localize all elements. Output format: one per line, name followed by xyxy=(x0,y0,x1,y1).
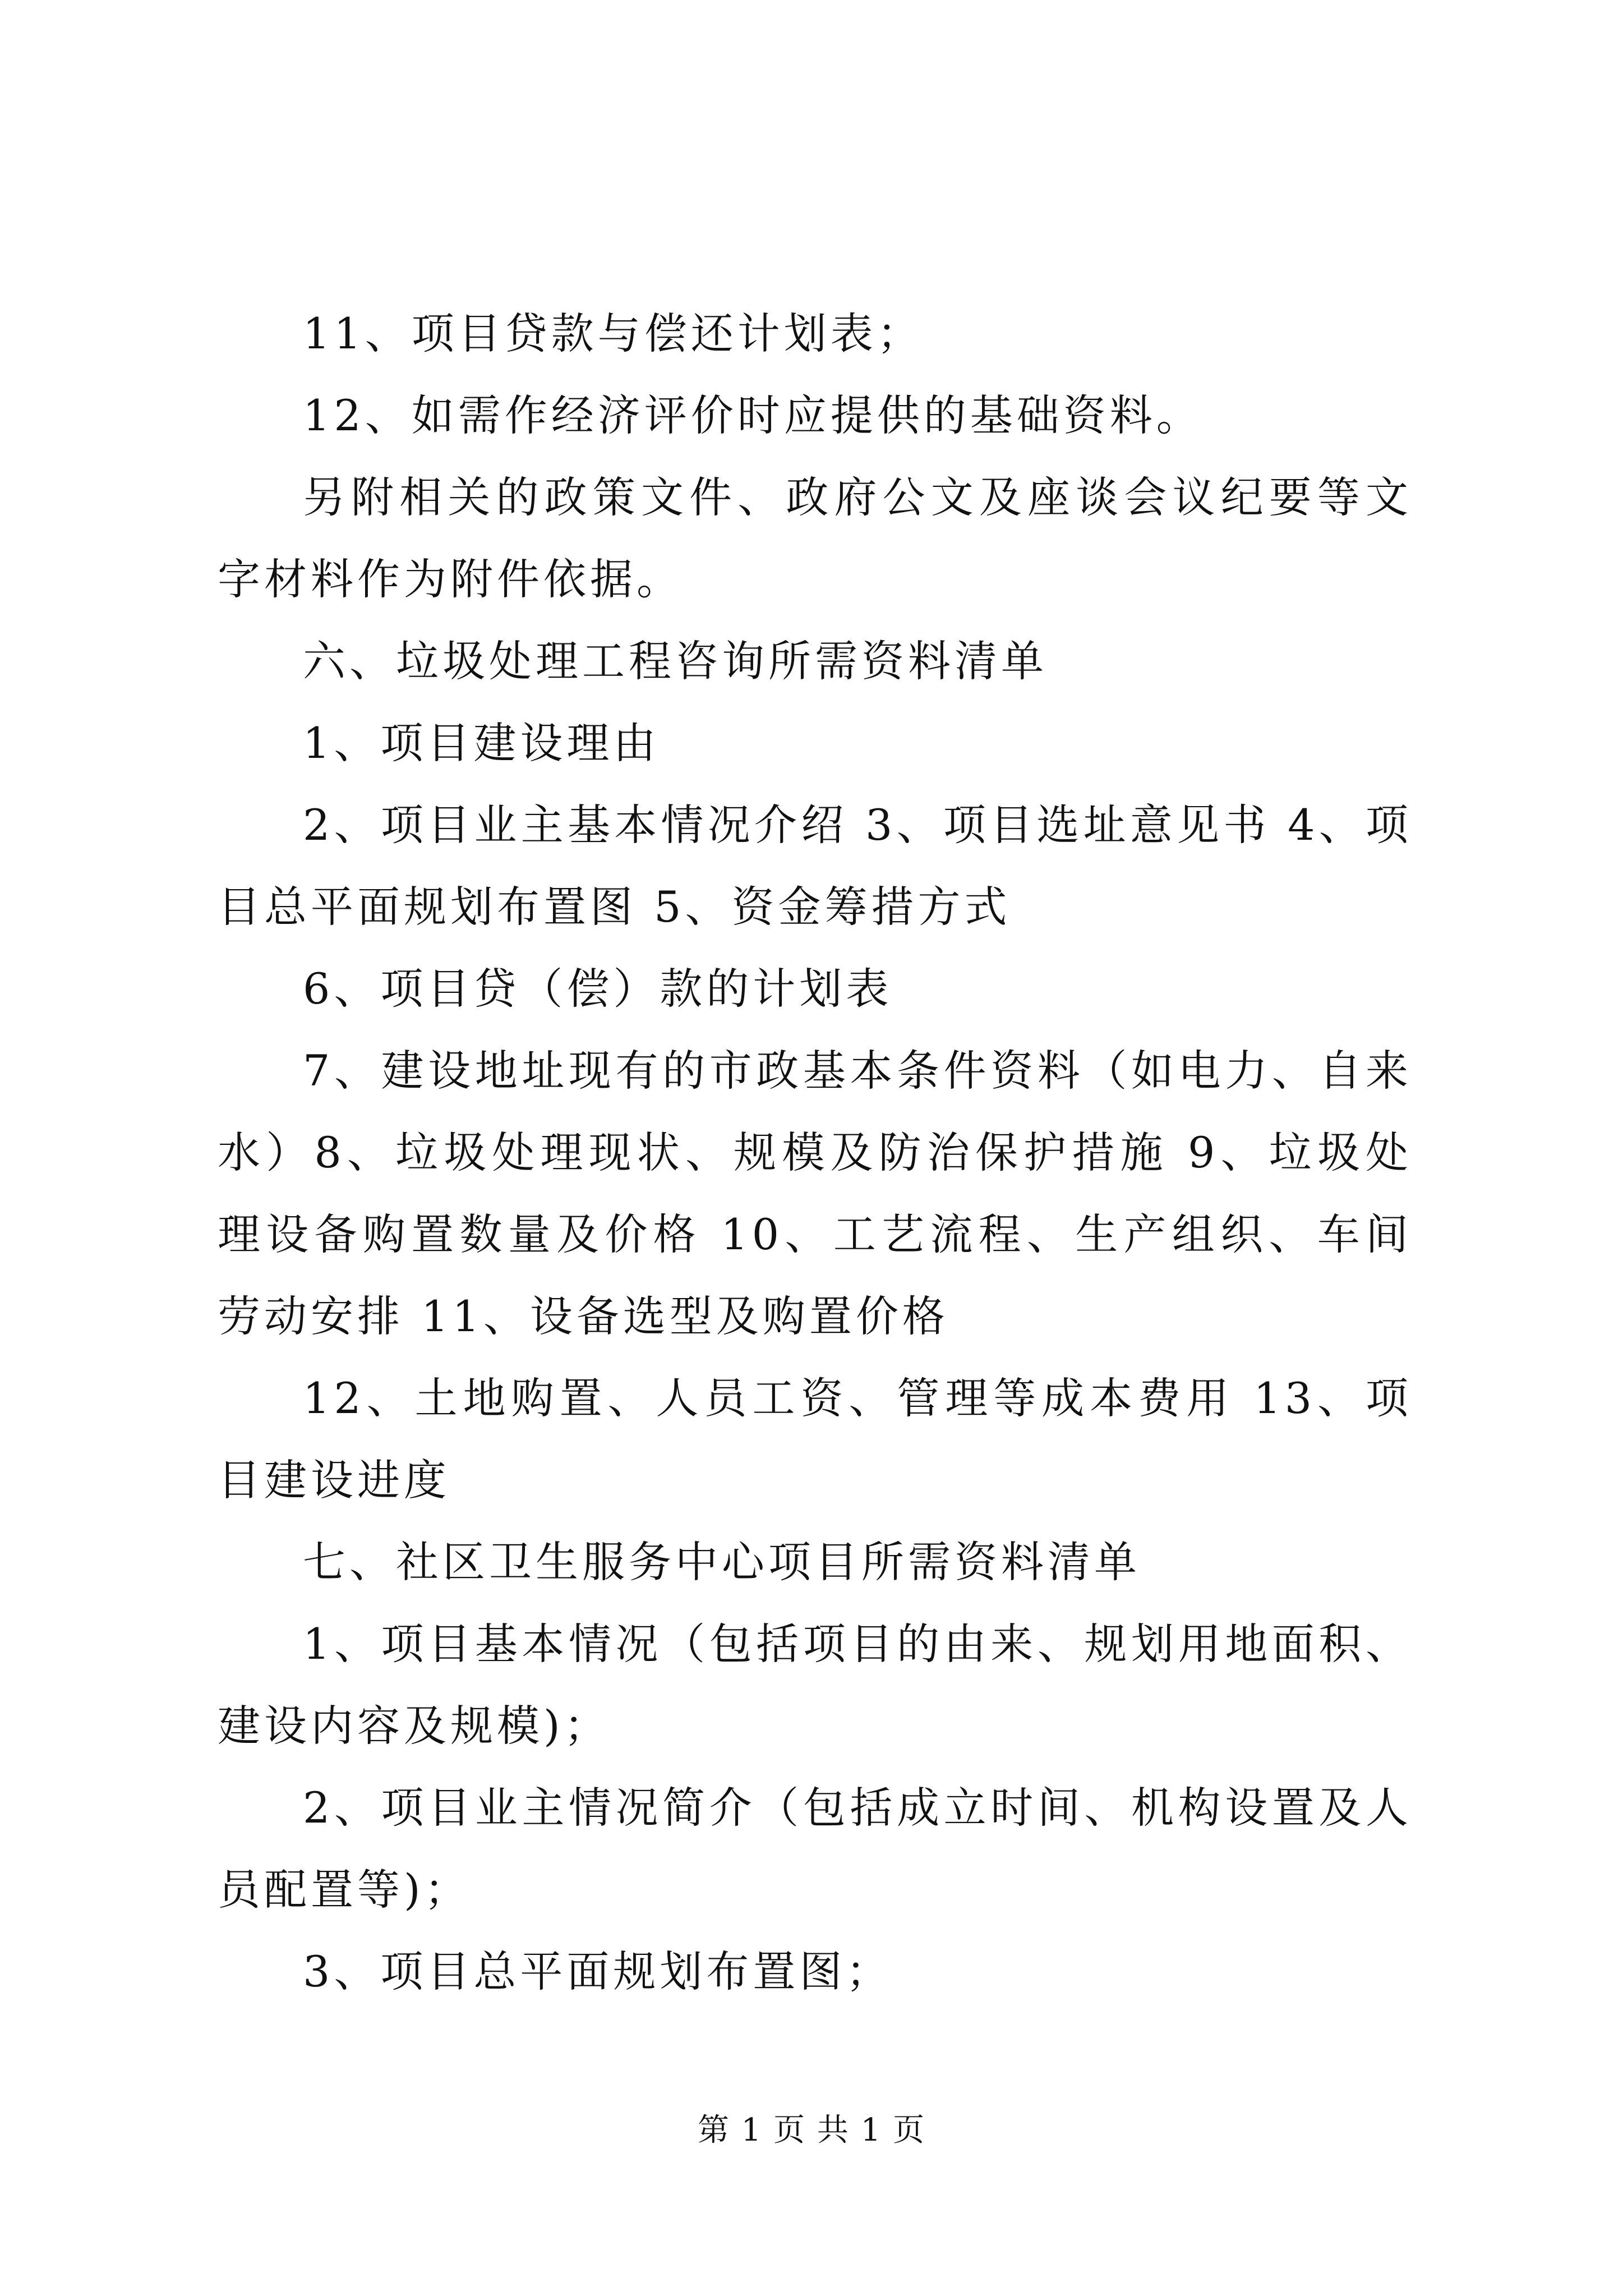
paragraph-item-site-plan: 3、项目总平面规划布置图； xyxy=(303,1947,893,1996)
paragraph-item-6-loan-schedule: 6、项目贷（偿）款的计划表 xyxy=(303,964,893,1014)
paragraph-item-construction-reason: 1、项目建设理由 xyxy=(303,718,660,768)
paragraph-item-11-loan-plan: 11、项目贷款与偿还计划表； xyxy=(303,309,924,358)
section-heading-garbage-treatment: 六、垃圾处理工程咨询所需资料清单 xyxy=(303,636,1048,686)
paragraph-item-12-economic-evaluation: 12、如需作经济评价时应提供的基础资料。 xyxy=(303,390,1203,440)
section-heading-community-health: 七、社区卫生服务中心项目所需资料清单 xyxy=(303,1537,1141,1587)
document-body xyxy=(218,293,1412,2013)
page-number-footer: 第 1 页 共 1 页 xyxy=(697,2112,926,2148)
paragraph-attachments-note: 另附相关的政策文件、政府公文及座谈会议纪要等文字材料作为附件依据。 xyxy=(218,472,1412,604)
paragraph-items-2-to-5: 2、项目业主基本情况介绍 3、项目选址意见书 4、项目总平面规划布置图 5、资金筹措方式 xyxy=(218,800,1412,932)
paragraph-item-owner-profile: 2、项目业主情况简介（包括成立时间、机构设置及人员配置等)； xyxy=(218,1783,1412,1915)
paragraph-items-7-to-11: 7、建设地址现有的市政基本条件资料（如电力、自来水）8、垃圾处理现状、规模及防治保护措施 9、垃圾处理设备购置数量及价格 10、工艺流程、生产组织、车间劳动安排 11、设备选型及购置价格 xyxy=(218,1046,1412,1341)
paragraph-items-12-13: 12、土地购置、人员工资、管理等成本费用 13、项目建设进度 xyxy=(218,1373,1412,1505)
paragraph-item-project-basics: 1、项目基本情况（包括项目的由来、规划用地面积、建设内容及规模)； xyxy=(218,1619,1412,1751)
